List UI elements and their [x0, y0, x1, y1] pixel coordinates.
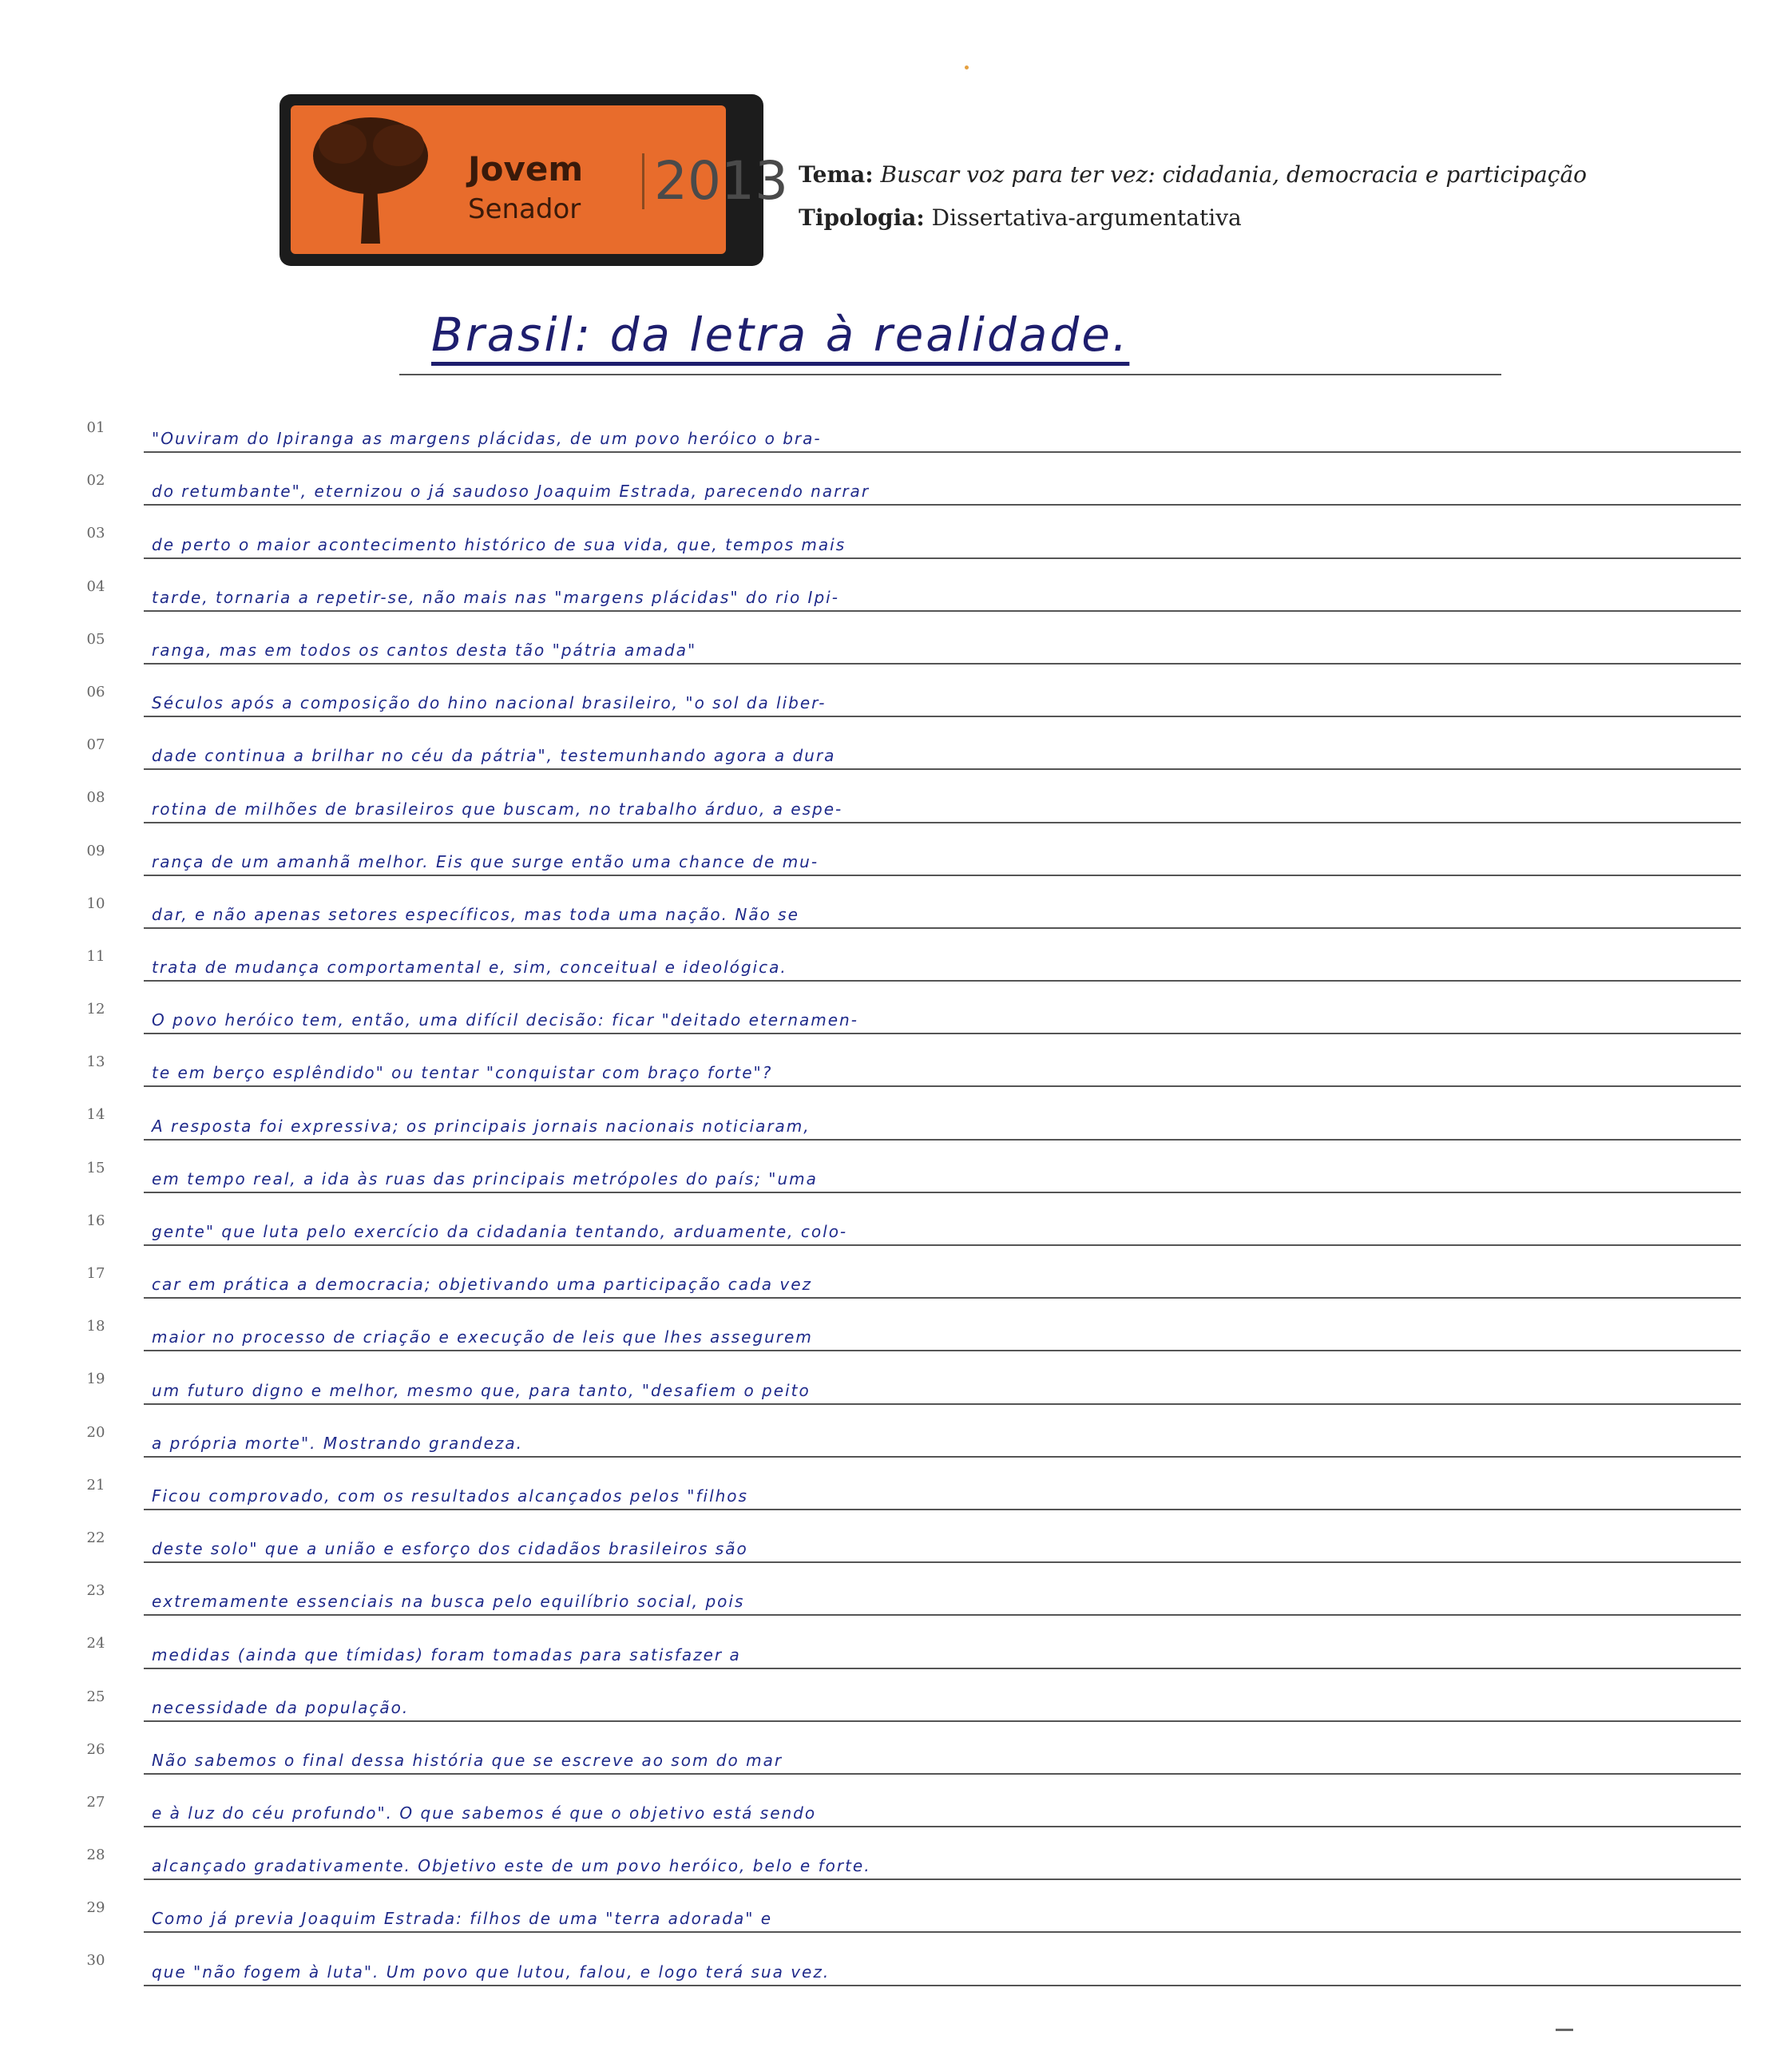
essay-line — [72, 1778, 1741, 1831]
line-text: deste solo" que a união e esforço dos cidadãos brasileiros são — [152, 1539, 748, 1559]
line-number: 15 — [86, 1159, 105, 1176]
essay-line — [72, 1461, 1741, 1514]
line-text: dade continua a brilhar no céu da pátria", testemunhando agora a dura — [152, 746, 836, 766]
essay-line — [72, 1249, 1741, 1302]
line-number: 07 — [86, 736, 105, 754]
line-number: 29 — [86, 1899, 105, 1917]
essay-line — [72, 720, 1741, 773]
essay-line — [72, 1566, 1741, 1619]
line-text: rança de um amanhã melhor. Eis que surge então uma chance de mu- — [152, 851, 819, 871]
line-text: dar, e não apenas setores específicos, mas toda uma nação. Não se — [152, 904, 799, 924]
line-number: 14 — [86, 1106, 105, 1124]
line-rule — [144, 557, 1741, 559]
line-rule — [144, 875, 1741, 876]
line-number: 17 — [86, 1265, 105, 1282]
line-text: e à luz do céu profundo". O que sabemos é que o objetivo está sendo — [152, 1803, 817, 1823]
line-rule — [144, 1879, 1741, 1880]
essay-line — [72, 668, 1741, 720]
line-rule — [144, 768, 1741, 770]
line-text: te em berço esplêndido" ou tentar "conquistar com braço forte"? — [152, 1063, 773, 1083]
tipologia-value: Dissertativa-argumentativa — [931, 204, 1242, 231]
line-number: 05 — [86, 630, 105, 648]
tema-value: Buscar voz para ter vez: cidadania, democracia e participação — [880, 161, 1588, 188]
line-rule — [144, 1826, 1741, 1827]
line-text: O povo heróico tem, então, uma difícil decisão: ficar "deitado eternamen- — [152, 1010, 858, 1030]
essay-line — [72, 827, 1741, 879]
essay-line — [72, 1144, 1741, 1196]
logo-year: 2013 — [642, 153, 788, 209]
line-text: em tempo real, a ida às ruas das principais metrópoles do país; "uma — [152, 1168, 818, 1188]
line-rule — [144, 1931, 1741, 1933]
essay-line — [72, 1514, 1741, 1566]
line-rule — [144, 927, 1741, 929]
essay-line — [72, 1037, 1741, 1090]
line-number: 27 — [86, 1793, 105, 1811]
line-rule — [144, 1509, 1741, 1510]
line-text: maior no processo de criação e execução de leis que lhes assegurem — [152, 1327, 813, 1347]
tema-label: Tema: — [799, 161, 874, 188]
tree-icon — [307, 112, 434, 249]
line-rule — [144, 1668, 1741, 1669]
line-rule — [144, 451, 1741, 453]
tipologia-label: Tipologia: — [799, 204, 925, 231]
line-rule — [144, 610, 1741, 612]
ink-speck — [965, 65, 969, 69]
line-text: extremamente essenciais na busca pelo equilíbrio social, pois — [152, 1592, 745, 1612]
line-number: 06 — [86, 683, 105, 700]
line-text: Não sabemos o final dessa história que se escreve ao som do mar — [152, 1750, 783, 1770]
essay-line — [72, 509, 1741, 561]
line-number: 24 — [86, 1635, 105, 1652]
line-text: um futuro digno e melhor, mesmo que, para tanto, "desafiem o peito — [152, 1380, 811, 1400]
line-rule — [144, 1720, 1741, 1722]
line-text: que "não fogem à luta". Um povo que lutou, falou, e logo terá sua vez. — [152, 1962, 831, 1982]
line-rule — [144, 1139, 1741, 1141]
line-rule — [144, 1773, 1741, 1775]
line-rule — [144, 1192, 1741, 1193]
line-text: A resposta foi expressiva; os principais jornais nacionais noticiaram, — [152, 1116, 811, 1136]
line-rule — [144, 1033, 1741, 1034]
tipologia-line — [799, 196, 1587, 240]
line-text: a própria morte". Mostrando grandeza. — [152, 1433, 524, 1453]
page-mark — [1556, 2029, 1573, 2031]
line-text: Como já previa Joaquim Estrada: filhos de uma "terra adorada" e — [152, 1909, 773, 1929]
line-text: alcançado gradativamente. Objetivo este de um povo heróico, belo e forte. — [152, 1856, 871, 1876]
essay-line — [72, 1355, 1741, 1407]
line-number: 08 — [86, 789, 105, 807]
line-rule — [144, 663, 1741, 665]
essay-line — [72, 456, 1741, 509]
essay-line — [72, 985, 1741, 1037]
essay-line — [72, 1302, 1741, 1355]
line-number: 22 — [86, 1529, 105, 1546]
line-text: trata de mudança comportamental e, sim, conceitual e ideológica. — [152, 958, 787, 978]
line-number: 28 — [86, 1847, 105, 1864]
line-number: 19 — [86, 1371, 105, 1388]
essay-sheet — [72, 403, 1741, 1990]
line-rule — [144, 1403, 1741, 1405]
line-number: 09 — [86, 842, 105, 859]
line-number: 23 — [86, 1582, 105, 1600]
essay-line — [72, 932, 1741, 985]
jovem-senador-logo — [280, 94, 788, 266]
line-number: 13 — [86, 1053, 105, 1071]
line-rule — [144, 1297, 1741, 1299]
tema-line — [799, 153, 1587, 196]
line-rule — [144, 1614, 1741, 1616]
line-rule — [144, 1561, 1741, 1563]
essay-line — [72, 879, 1741, 932]
line-number: 10 — [86, 895, 105, 912]
logo-panel — [291, 105, 788, 254]
title-rule — [399, 374, 1501, 375]
line-text: car em prática a democracia; objetivando uma participação cada vez — [152, 1275, 813, 1295]
essay-line — [72, 403, 1741, 456]
line-text: gente" que luta pelo exercício da cidadania tentando, arduamente, colo- — [152, 1222, 848, 1241]
essay-line — [72, 1672, 1741, 1725]
logo-jovem-text: Jovem — [468, 149, 584, 188]
line-number: 03 — [86, 525, 105, 542]
line-text: rotina de milhões de brasileiros que buscam, no trabalho árduo, a espe- — [152, 799, 843, 819]
line-rule — [144, 822, 1741, 823]
essay-line — [72, 773, 1741, 826]
line-text: medidas (ainda que tímidas) foram tomadas para satisfazer a — [152, 1644, 741, 1664]
line-rule — [144, 504, 1741, 506]
essay-line — [72, 562, 1741, 615]
line-rule — [144, 716, 1741, 717]
line-text: de perto o maior acontecimento histórico de sua vida, que, tempos mais — [152, 534, 846, 554]
line-number: 02 — [86, 472, 105, 490]
essay-line — [72, 1883, 1741, 1936]
line-number: 25 — [86, 1688, 105, 1705]
line-number: 04 — [86, 577, 105, 595]
line-number: 26 — [86, 1740, 105, 1758]
line-rule — [144, 1456, 1741, 1458]
line-number: 18 — [86, 1318, 105, 1335]
line-text: Ficou comprovado, com os resultados alcançados pelos "filhos — [152, 1486, 748, 1506]
essay-line — [72, 1725, 1741, 1778]
line-rule — [144, 1085, 1741, 1087]
essay-line — [72, 1936, 1741, 1989]
line-rule — [144, 980, 1741, 982]
line-number: 20 — [86, 1423, 105, 1441]
header-meta — [799, 153, 1587, 240]
line-number: 21 — [86, 1476, 105, 1494]
line-text: do retumbante", eternizou o já saudoso Joaquim Estrada, parecendo narrar — [152, 482, 870, 502]
line-number: 11 — [86, 947, 105, 965]
line-text: tarde, tornaria a repetir-se, não mais nas "margens plácidas" do rio Ipi- — [152, 587, 839, 607]
line-text: Séculos após a composição do hino nacional brasileiro, "o sol da liber- — [152, 693, 827, 713]
essay-line — [72, 1408, 1741, 1461]
line-text: necessidade da população. — [152, 1697, 410, 1717]
line-rule — [144, 1985, 1741, 1986]
line-rule — [144, 1244, 1741, 1246]
line-rule — [144, 1350, 1741, 1351]
logo-senador-text: Senador — [468, 193, 581, 225]
line-number: 16 — [86, 1212, 105, 1229]
essay-line — [72, 615, 1741, 668]
essay-line — [72, 1090, 1741, 1143]
line-number: 01 — [86, 419, 105, 436]
essay-line — [72, 1831, 1741, 1883]
line-text: "Ouviram do Ipiranga as margens plácidas, de um povo heróico o bra- — [152, 429, 822, 449]
line-text: ranga, mas em todos os cantos desta tão "pátria amada" — [152, 640, 697, 660]
essay-line — [72, 1619, 1741, 1672]
essay-title: Brasil: da letra à realidade. — [431, 307, 1130, 362]
essay-line — [72, 1196, 1741, 1249]
line-number: 30 — [86, 1952, 105, 1970]
line-number: 12 — [86, 1001, 105, 1018]
